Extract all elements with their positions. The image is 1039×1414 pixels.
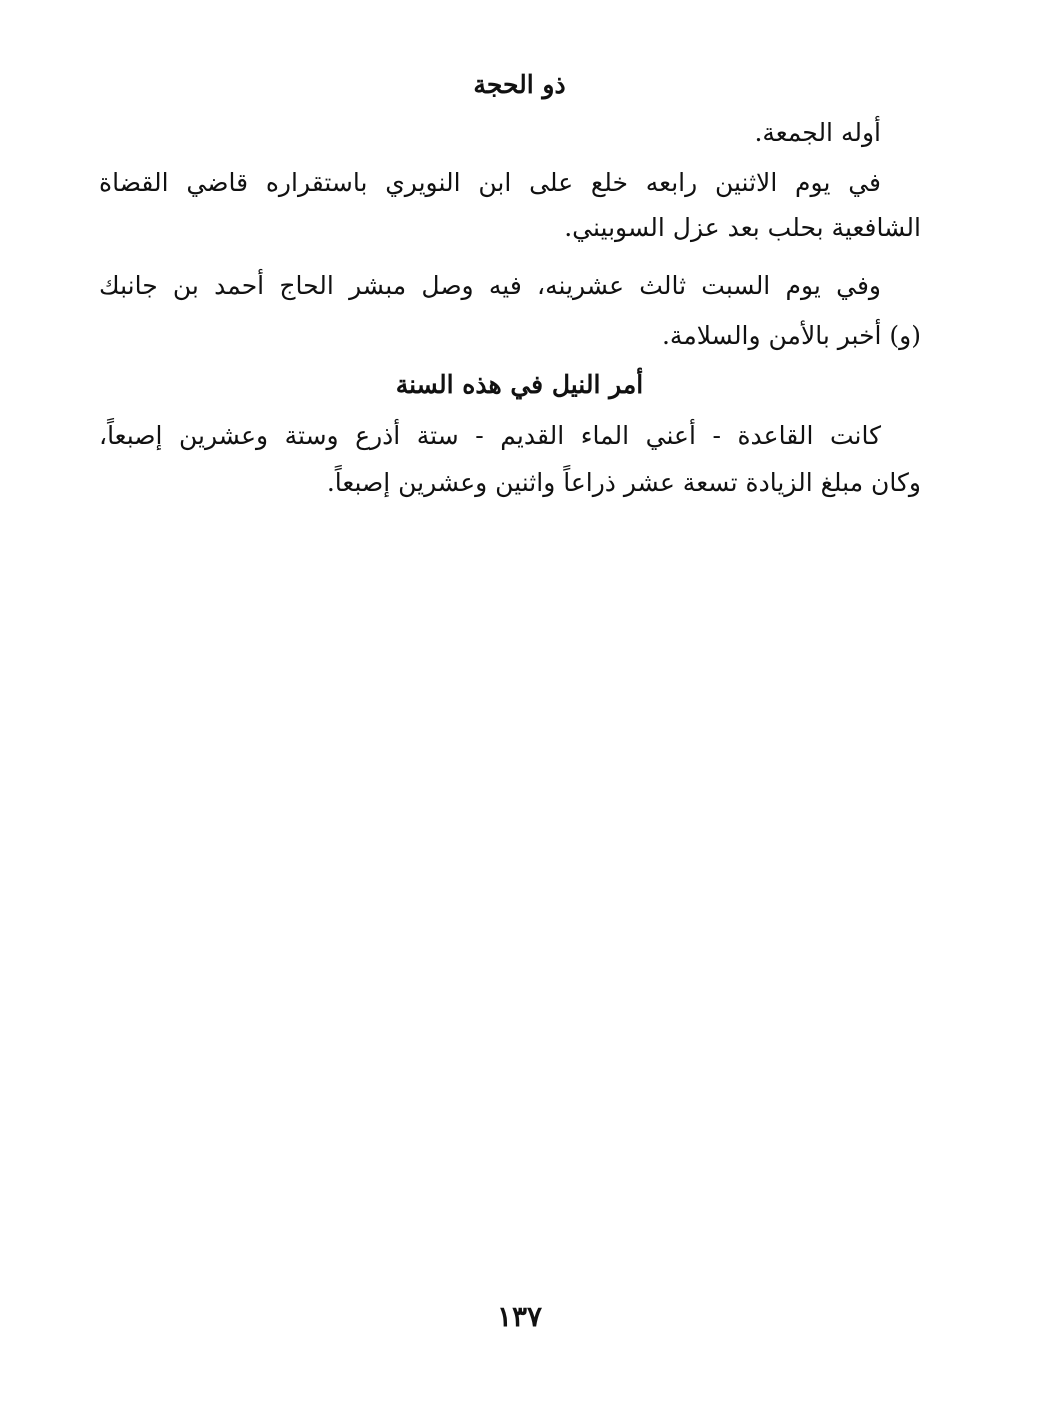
paragraph-3-line-2: (و) أخبر بالأمن والسلامة. bbox=[661, 321, 921, 350]
paragraph-2-line-2: الشافعية بحلب بعد عزل السوبيني. bbox=[564, 213, 921, 242]
page-number: ١٣٧ bbox=[496, 1300, 543, 1333]
paragraph-4-line-1: كانت القاعدة - أعني الماء القديم - ستة أذرع وستة وعشرين إصبعاً، bbox=[99, 421, 881, 450]
paragraph-3-line-1: وفي يوم السبت ثالث عشرينه، فيه وصل مبشر الحاج أحمد بن جانبك bbox=[99, 271, 881, 300]
paragraph-4-line-2: وكان مبلغ الزيادة تسعة عشر ذراعاً واثنين وعشرين إصبعاً. bbox=[326, 468, 921, 497]
paragraph-1-line-1: أوله الجمعة. bbox=[754, 118, 881, 147]
paragraph-2-line-1: في يوم الاثنين رابعه خلع على ابن النويري باستقراره قاضي القضاة bbox=[99, 168, 881, 197]
section-heading: أمر النيل في هذه السنة bbox=[395, 370, 644, 399]
page-heading: ذو الحجة bbox=[473, 70, 566, 99]
